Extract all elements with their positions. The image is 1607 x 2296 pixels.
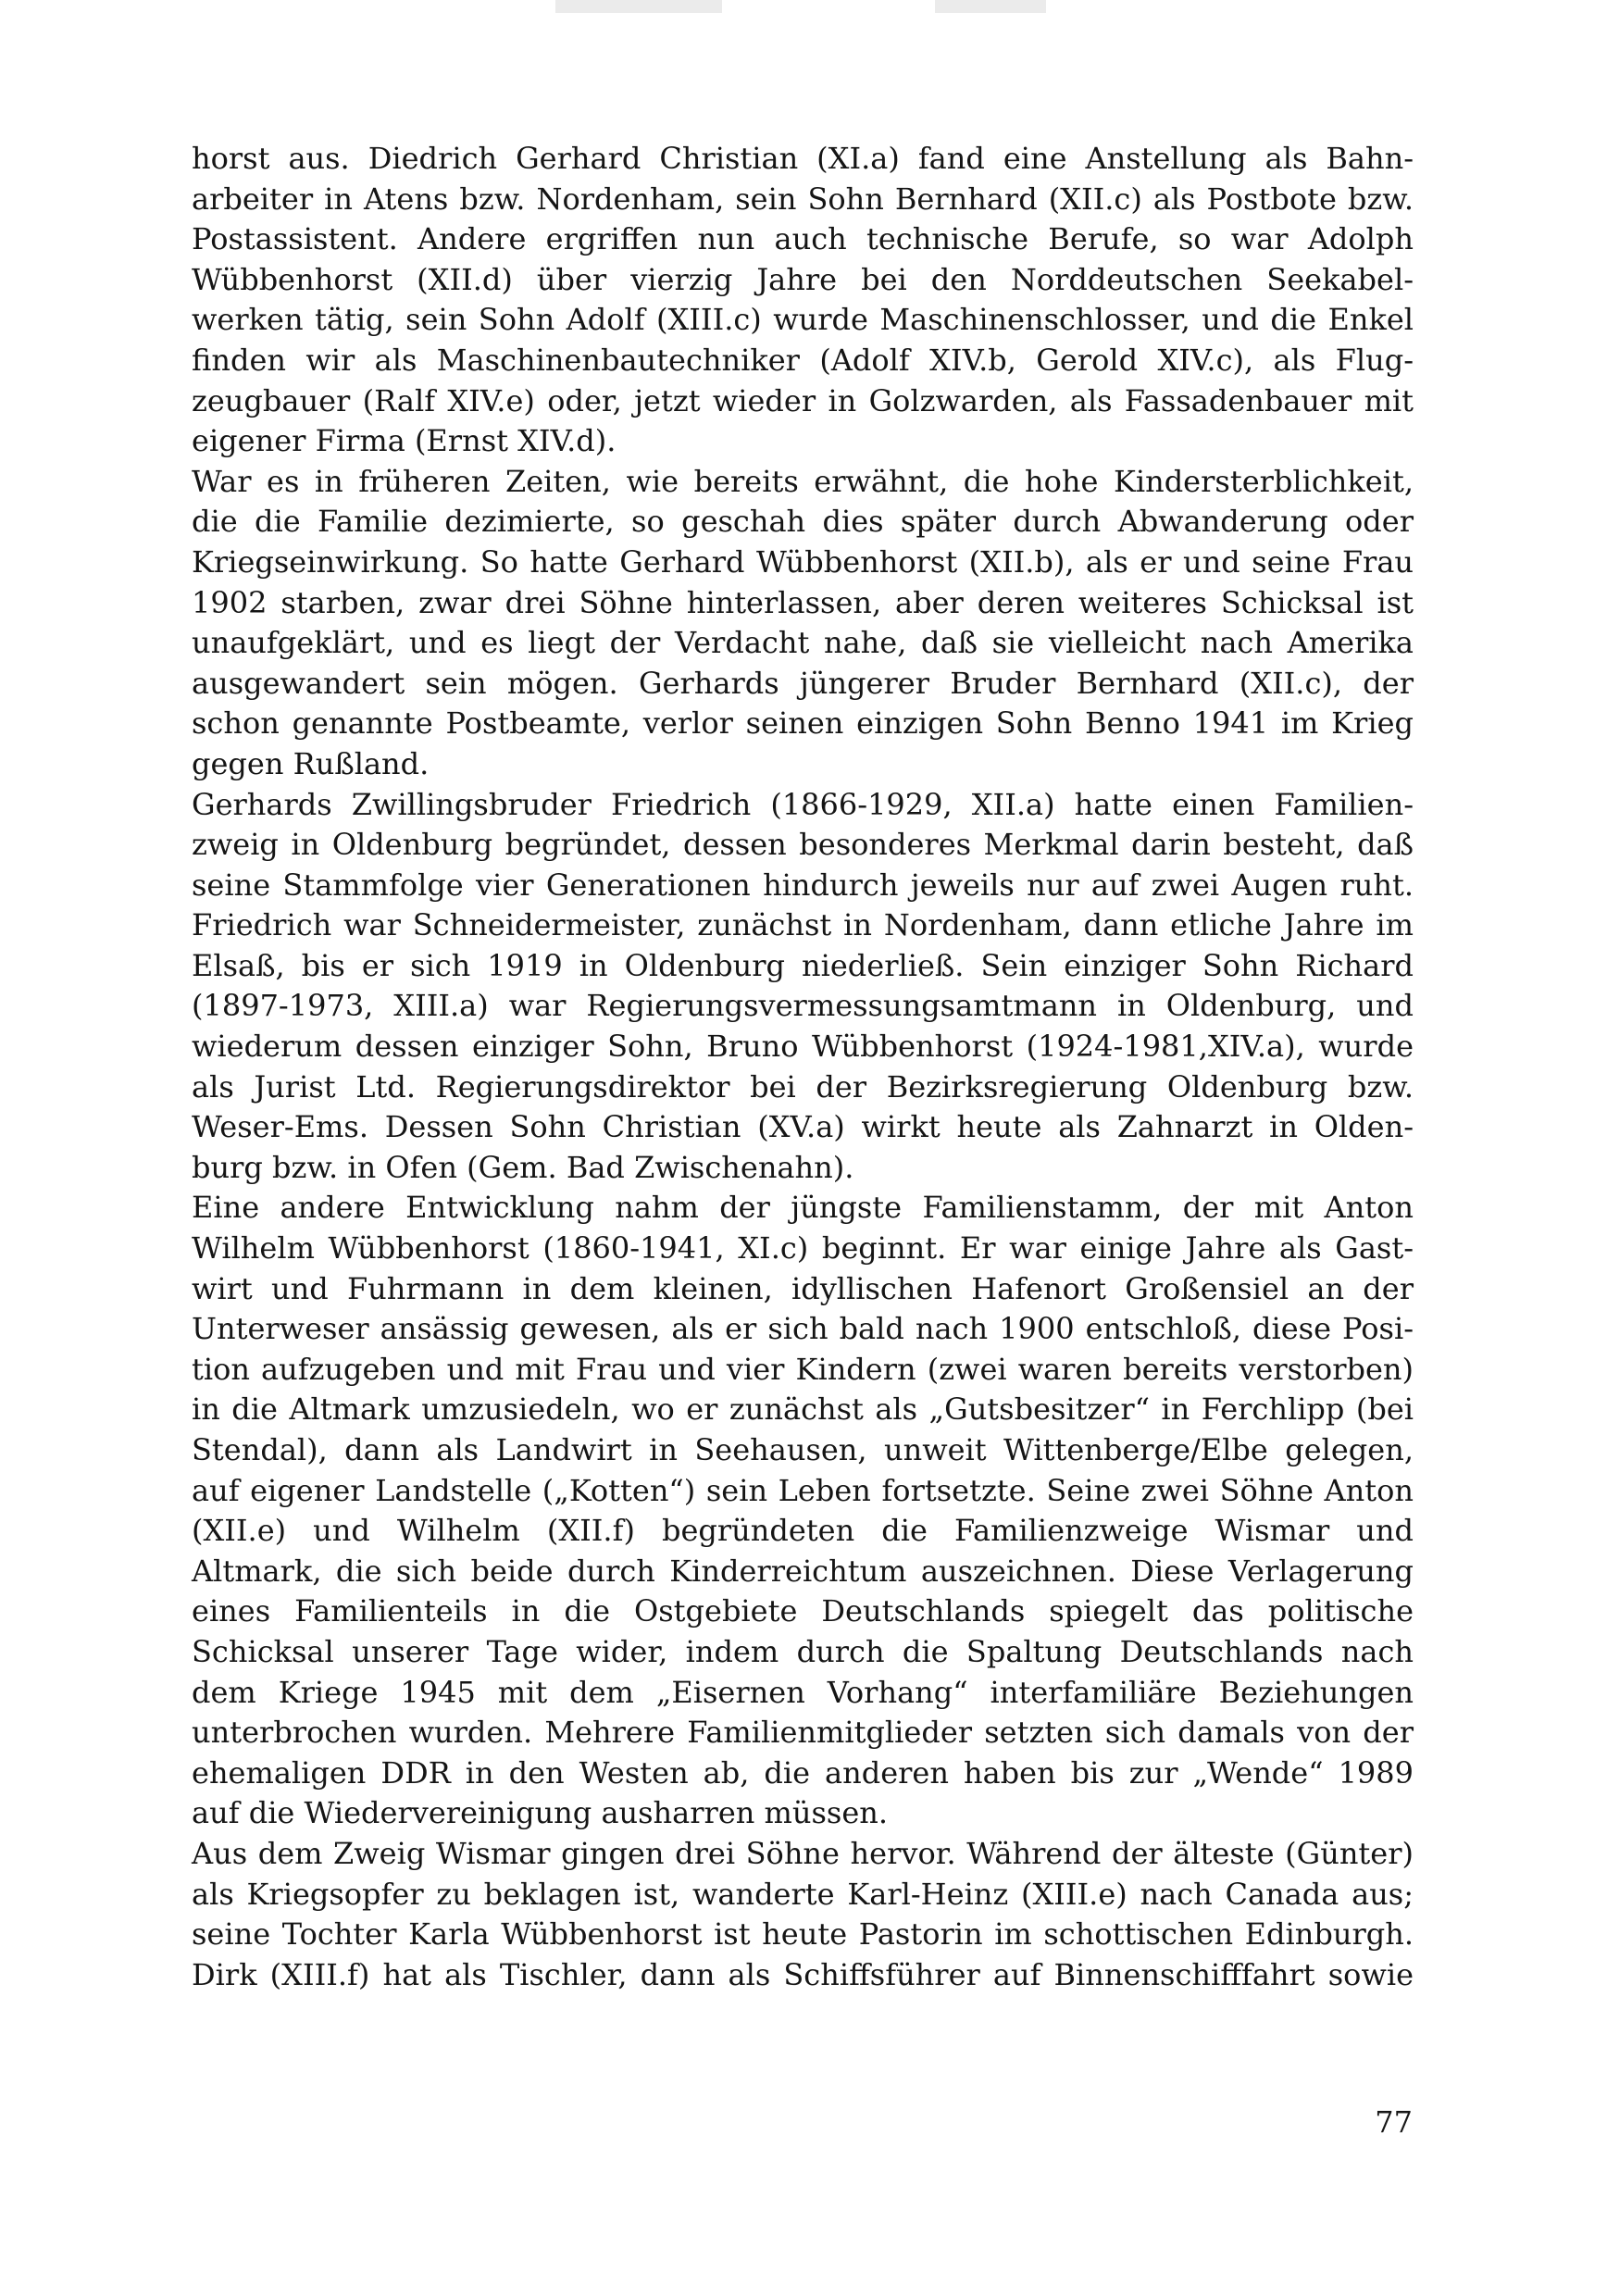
text-line: Altmark, die sich beide durch Kinderreichtum auszeichnen. Diese Verlagerung — [192, 1553, 1414, 1589]
text-line: horst aus. Diedrich Gerhard Christian (XI.a) fand eine Anstellung als Bahn- — [192, 141, 1414, 176]
text-line: (XII.e) und Wilhelm (XII.f) begründeten die Familienzweige Wismar und — [192, 1513, 1414, 1549]
page-body — [192, 139, 1414, 1995]
text-line: unterbrochen wurden. Mehrere Familienmitglieder setzten sich damals von der — [192, 1715, 1414, 1751]
text-line: burg bzw. in Ofen (Gem. Bad Zwischenahn). — [192, 1149, 854, 1185]
text-line: ausgewandert sein mögen. Gerhards jüngerer Bruder Bernhard (XII.c), der — [192, 665, 1414, 701]
scan-artifact-right — [935, 0, 1046, 13]
page-number: 77 — [1375, 2104, 1413, 2140]
text-line: finden wir als Maschinenbautechniker (Adolf XIV.b, Gerold XIV.c), als Flug- — [192, 342, 1414, 378]
scan-artifact-left — [555, 0, 722, 13]
text-line: eines Familienteils in die Ostgebiete Deutschlands spiegelt das politische — [192, 1593, 1414, 1629]
text-line: die die Familie dezimierte, so geschah dies später durch Abwanderung oder — [192, 504, 1414, 540]
text-line: eigener Firma (Ernst XIV.d). — [192, 423, 617, 459]
paragraph — [192, 462, 1414, 785]
text-line: 1902 starben, zwar drei Söhne hinterlassen, aber deren weiteres Schicksal ist — [192, 584, 1414, 620]
text-line: arbeiter in Atens bzw. Nordenham, sein Sohn Bernhard (XII.c) als Postbote bzw. — [192, 181, 1414, 217]
text-line: wirt und Fuhrmann in dem kleinen, idyllischen Hafenort Großensiel an der — [192, 1270, 1414, 1306]
text-line: (1897-1973, XIII.a) war Regierungsvermessungsamtmann in Oldenburg, und — [192, 988, 1414, 1024]
text-line: ehemaligen DDR in den Westen ab, die anderen haben bis zur „Wende“ 1989 — [192, 1754, 1414, 1791]
text-line: Elsaß, bis er sich 1919 in Oldenburg niederließ. Sein einziger Sohn Richard — [192, 947, 1414, 983]
text-line: Aus dem Zweig Wismar gingen drei Söhne hervor. Während der älteste (Günter) — [192, 1835, 1414, 1871]
text-line: Kriegseinwirkung. So hatte Gerhard Wübbenhorst (XII.b), als er und seine Frau — [192, 543, 1414, 580]
paragraph — [192, 139, 1414, 462]
text-line: Weser-Ems. Dessen Sohn Christian (XV.a) wirkt heute als Zahnarzt in Olden- — [192, 1109, 1414, 1145]
paragraph — [192, 1834, 1414, 1995]
text-line: als Jurist Ltd. Regierungsdirektor bei der Bezirksregierung Oldenburg bzw. — [192, 1068, 1414, 1104]
text-line: auf die Wiedervereinigung ausharren müssen. — [192, 1795, 889, 1831]
text-line: Wilhelm Wübbenhorst (1860-1941, XI.c) beginnt. Er war einige Jahre als Gast- — [192, 1230, 1414, 1267]
paragraph — [192, 1188, 1414, 1834]
text-line: tion aufzugeben und mit Frau und vier Kindern (zwei waren bereits verstorben) — [192, 1351, 1414, 1387]
text-line: werken tätig, sein Sohn Adolf (XIII.c) wurde Maschinenschlosser, und die Enkel — [192, 302, 1414, 338]
text-line: Schicksal unserer Tage wider, indem durch die Spaltung Deutschlands nach — [192, 1633, 1414, 1669]
text-line: dem Kriege 1945 mit dem „Eisernen Vorhang“ interfamiliäre Beziehungen — [192, 1674, 1414, 1710]
text-line: wiederum dessen einziger Sohn, Bruno Wübbenhorst (1924-1981,XIV.a), wurde — [192, 1029, 1414, 1065]
text-line: als Kriegsopfer zu beklagen ist, wanderte Karl-Heinz (XIII.e) nach Canada aus; — [192, 1876, 1414, 1912]
text-line: seine Stammfolge vier Generationen hindurch jeweils nur auf zwei Augen ruht. — [192, 867, 1414, 903]
text-line: zeugbauer (Ralf XIV.e) oder, jetzt wieder in Golzwarden, als Fassadenbauer mit — [192, 382, 1414, 418]
paragraph — [192, 785, 1414, 1189]
text-line: Gerhards Zwillingsbruder Friedrich (1866-1929, XII.a) hatte einen Familien- — [192, 786, 1414, 822]
text-line: Stendal), dann als Landwirt in Seehausen, unweit Wittenberge/Elbe gelegen, — [192, 1432, 1414, 1467]
text-line: Postassistent. Andere ergriffen nun auch technische Berufe, so war Adolph — [192, 221, 1414, 257]
text-line: gegen Rußland. — [192, 745, 430, 781]
text-line: auf eigener Landstelle („Kotten“) sein Leben fortsetzte. Seine zwei Söhne Anton — [192, 1472, 1414, 1508]
text-line: unaufgeklärt, und es liegt der Verdacht nahe, daß sie vielleicht nach Amerika — [192, 625, 1414, 661]
text-line: Unterweser ansässig gewesen, als er sich bald nach 1900 entschloß, diese Posi- — [192, 1311, 1414, 1347]
text-line: Dirk (XIII.f) hat als Tischler, dann als Schiffsführer auf Binnenschifffahrt sowie — [192, 1956, 1414, 1992]
text-line: schon genannte Postbeamte, verlor seinen einzigen Sohn Benno 1941 im Krieg — [192, 705, 1414, 742]
text-line: Friedrich war Schneidermeister, zunächst in Nordenham, dann etliche Jahre im — [192, 907, 1414, 943]
text-line: War es in früheren Zeiten, wie bereits erwähnt, die hohe Kindersterblichkeit, — [192, 463, 1414, 499]
text-line: Wübbenhorst (XII.d) über vierzig Jahre bei den Norddeutschen Seekabel- — [192, 261, 1414, 297]
text-line: zweig in Oldenburg begründet, dessen besonderes Merkmal darin besteht, daß — [192, 827, 1414, 863]
text-line: Eine andere Entwicklung nahm der jüngste Familienstamm, der mit Anton — [192, 1190, 1414, 1226]
text-line: seine Tochter Karla Wübbenhorst ist heute Pastorin im schottischen Edinburgh. — [192, 1916, 1414, 1953]
text-line: in die Altmark umzusiedeln, wo er zunächst als „Gutsbesitzer“ in Ferchlipp (bei — [192, 1391, 1414, 1428]
